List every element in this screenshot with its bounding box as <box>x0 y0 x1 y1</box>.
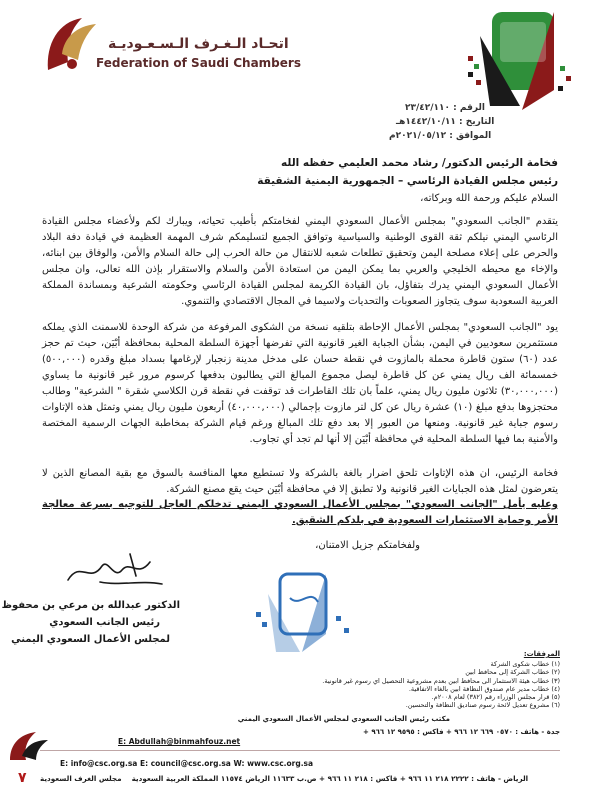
office-email[interactable]: E: Abdullah@binmahfouz.net <box>118 737 241 746</box>
attachments-list <box>322 660 560 710</box>
org-name-english: Federation of Saudi Chambers <box>96 56 301 70</box>
addressee-line: فخامة الرئيس الدكتور/ رشاد محمد العليمي حفظه الله <box>281 157 558 169</box>
fsc-logo <box>42 14 100 76</box>
signatory-title: رئيس الجانب السعودي <box>49 617 160 628</box>
list-item: (٤) خطاب مدير عام صندوق النظافة ابين بالغاء الاتفاقية. <box>408 684 560 693</box>
list-item: (٥) قرار مجلس الوزراء رقم (٣٨٢) لعام ٢٠٠٨م. <box>431 693 560 702</box>
list-item: (٦) مشروع تعديل لائحة رسوم صناديق النظافة والتحسين. <box>405 701 560 710</box>
paragraph-congratulations: يتقدم "الجانب السعودي" بمجلس الأعمال السعودي اليمني لفخامتكم بأطيب تحياته، ويبارك لكم ولأعضاء مجلس القيادة الرئاسي اليمني نيلكم ثقة القوى الوطنية والسياسية وتوافق الجميع لتسليمكم شرف المهمة العظيمة في قيادة دفة البلاد والحرص على إعلاء مصلحة اليمن وتحقيق تطلعات شعبه للانتقال من حالة الحرب إلى حالة السلام والأمن، والوفاق بين ابنائه، والإخاء مع محيطه الخليجي والعربي بما يمكن اليمن من استعادة الأمن والسلام والاستقرار بإذن الله تعالى، وان مجلس الأعمال السعودي اليمني يدرك بتفاؤل، بان القيادة الكريمة لمجلس القيادة الرئاسي وحكومته الشرعية وبمساندة المملكة العربية السعودية سوف يتجاوز الصعوبات والتحديات ولاسيما في المجال الاقتصادي والتنموي. <box>42 216 558 307</box>
greeting: السلام عليكم ورحمة الله وبركاته، <box>420 193 558 204</box>
reference-number: الرقم : ٢٣/٤٢/١١٠ <box>405 103 485 113</box>
list-item: (٢) خطاب الشركة إلى محافظ ابين <box>465 668 560 677</box>
chamber-contact-emails[interactable]: E: info@csc.org.sa E: council@csc.org.sa W: www.csc.org.sa <box>60 759 314 768</box>
attachments-title: المرفقات: <box>523 650 560 658</box>
date-hijri: التاريخ : ١٤٤٢/١٠/١١هـ <box>396 117 495 127</box>
org-name-arabic: اتحـاد الـغـرف الـسـعـوديـة <box>108 36 289 52</box>
list-item: (٣) خطاب هيئة الاستثمار الى محافظ ابين بعدم مشروعية التحصيل اي رسوم غير قانونية. <box>322 676 560 685</box>
footer-logo-mark <box>4 726 54 766</box>
chamber-name: مجلس الغرف السعودية <box>40 774 122 783</box>
chamber-address: الرياض - هاتف : ٢٢٢٢ ٢١٨ ١١ ٩٦٦ + فاكس : ٢١٨ ١١ ٩٦٦ + ص.ب ١١٦٣٣ الرياض ١١٥٧٤ المملكة العربية السعودية <box>131 774 529 783</box>
closing: ولفخامتكم جزيل الامتنان، <box>315 540 420 551</box>
page-corner-mark: ٧ <box>18 770 27 786</box>
handwritten-signature <box>60 550 170 590</box>
paragraph-request: وعليه يأمل "الجانب السعودي" بمجلس الأعمال السعودي اليمني تدخلكم العاجل للتوجيه بسرعة معالجة الأمر وحماية الاستثمارات السعودية في بلدكم الشقيق. <box>42 499 558 526</box>
signatory-name: الدكتور عبدالله بن مرعي بن محفوظ <box>1 600 180 611</box>
date-gregorian: الموافق : ٢٠٢١/٠٥/١٢م <box>389 131 492 141</box>
office-note: مكتب رئيس الجانب السعودي لمجلس الأعمال السعودي اليمني <box>237 715 450 723</box>
footer-divider <box>40 750 560 751</box>
addressee-title: رئيس مجلس القيادة الرئاسي – الجمهورية اليمنية الشقيقة <box>257 175 558 187</box>
chamber-address-line <box>40 774 528 783</box>
office-contact: جدة - هاتف : ٠٥٧٠ ٦٦٩ ١٢ ٩٦٦ + فاكس : ٩٥٩٥ ١٢ ٩٦٦ + <box>363 728 560 736</box>
list-item: (١) خطاب شكوى الشركة <box>490 660 560 668</box>
council-logo <box>460 6 576 114</box>
paragraph-impact: فخامة الرئيس، ان هذه الإتاوات تلحق اضرار بالغة بالشركة ولا تستطيع معها المنافسة بالسوق مع بقية المصانع الذين لا يتعرضون لمثل هذه الجبايات الغير قانونية ولا تطبق إلا في محافظة أبْيَن حيث يقع مصنع الشركة. <box>42 468 558 495</box>
paragraph-complaint: يود "الجانب السعودي" بمجلس الأعمال الإحاطة بتلقيه نسخة من الشكوى المرفوعة من شركة الوحدة للاسمنت الذي يملكه مستثمرين سعوديين في اليمن، بشأن الجباية الغير قانونية التي تفرضها أجهزة السلطة المحلية بمحافظة أبْيَن، حيث تم حجز عدد (٦٠) ستون قاطرة محملة بالمازوت في نقطة حسان على مدخل مدينة زنجبار لإرغامها بسداد مبلغ وقدره (٥٠٠,٠٠٠) خمسمائة الف ريال يمني عن كل قاطرة ليصل مجموع المبالغ التي يطالبون بدفعها كرسوم مرور غير قانونية ما يساوي (٣٠,٠٠٠,٠٠٠) ثلاثون مليون ريال يمني، علماً بان تلك القاطرات قد توقفت في نقطة قرن الكلاسي شقرة " الشرعية" وطالب محتجزوها بدفع مبلغ (١٠) عشرة ريال عن كل لتر مازوت بإجمالي (٤٠,٠٠٠,٠٠٠) أربعون مليون ريال يمني وتمثل هذه الإتاوات رسوم جباية غير قانونية. ومنعها من العبور إلا بعد دفع تلك المبالغ ورغم قيام الشركة بمخاطبة الجهات الرسمية المختصة والأمنية بما فيها السلطة المحلية في محافظة أبْيَن إلا أنها لم تجد أي تجاوب. <box>42 322 559 445</box>
signatory-body: لمجلس الأعمال السعودي اليمني <box>11 634 170 645</box>
council-stamp <box>250 568 360 658</box>
